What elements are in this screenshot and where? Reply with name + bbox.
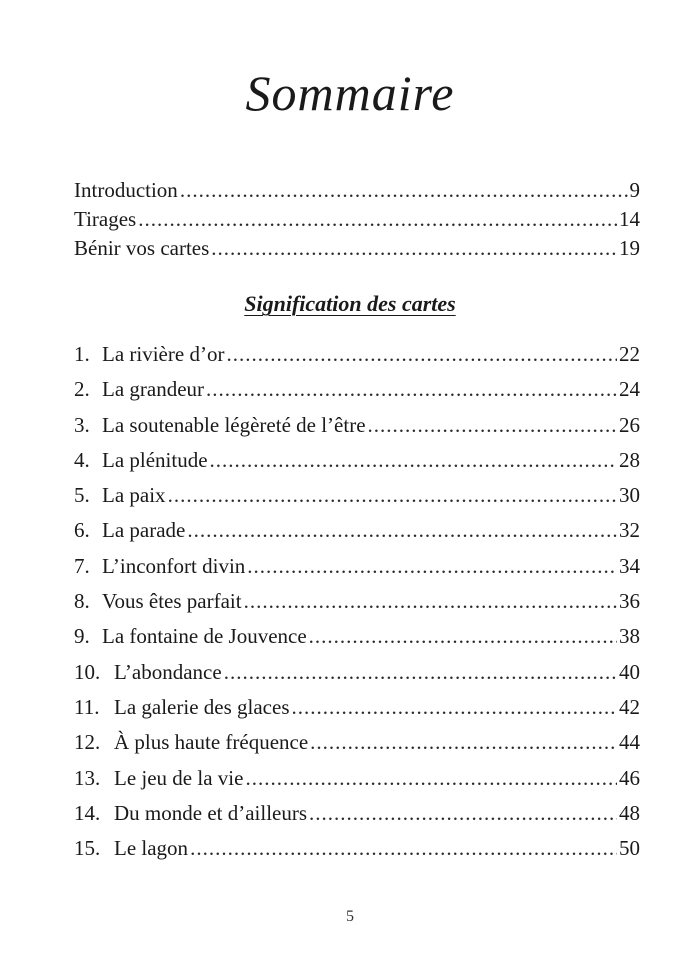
dot-leader — [187, 513, 617, 548]
toc-entry-page: 36 — [619, 589, 640, 614]
toc-entry[interactable] — [74, 443, 640, 478]
toc-entry-page: 44 — [619, 730, 640, 755]
toc-entry[interactable] — [74, 725, 640, 760]
dot-leader — [168, 478, 617, 513]
toc-entry-number: 6. — [74, 518, 90, 543]
toc-entry-number: 9. — [74, 624, 90, 649]
toc-entry-page: 48 — [619, 800, 640, 825]
toc-entry[interactable] — [74, 372, 640, 407]
toc-entry-page: 22 — [619, 342, 640, 366]
toc-entry[interactable] — [74, 619, 640, 654]
dot-leader — [368, 408, 617, 443]
toc-entry-label: Le lagon — [114, 836, 189, 861]
toc-entry-label: La parade — [102, 518, 186, 543]
toc-entry-page: 30 — [619, 483, 640, 508]
toc-entry[interactable] — [74, 408, 640, 443]
toc-entry[interactable] — [74, 655, 640, 690]
dot-leader — [247, 549, 617, 584]
toc-entry-label: Vous êtes parfait — [102, 589, 242, 614]
section-heading-text: Signification des cartes — [244, 291, 456, 316]
toc-entry-label: Tirages — [74, 207, 137, 231]
toc-entry-number: 5. — [74, 483, 90, 508]
toc-entry-number: 2. — [74, 377, 90, 402]
toc-entry[interactable] — [74, 690, 640, 725]
toc-entry[interactable] — [74, 478, 640, 513]
toc-entry[interactable] — [74, 831, 640, 866]
toc-entry-label: La galerie des glaces — [114, 694, 290, 719]
toc-entry-page: 40 — [619, 659, 640, 684]
toc-entry[interactable] — [74, 234, 640, 263]
toc-entry-page: 34 — [619, 553, 640, 578]
toc-entry-label: La soutenable légèreté de l’être — [102, 412, 366, 437]
toc-entry-page: 26 — [619, 412, 640, 437]
toc-entry-label: L’inconfort divin — [102, 553, 246, 578]
dot-leader — [180, 176, 628, 205]
toc-entry-page: 24 — [619, 377, 640, 402]
page-title: Sommaire — [245, 65, 455, 121]
toc-entry[interactable] — [74, 205, 640, 234]
toc-entry-number: 13. — [74, 765, 101, 790]
toc-entry-number: 4. — [74, 447, 90, 472]
toc-entry-page: 42 — [619, 694, 640, 719]
dot-leader — [245, 761, 617, 796]
dot-leader — [309, 619, 617, 654]
dot-leader — [309, 796, 617, 831]
toc-entry-label: Introduction — [74, 178, 178, 202]
dot-leader — [310, 725, 617, 760]
toc-entry-number: 10. — [74, 659, 101, 684]
toc-entry-number: 8. — [74, 589, 90, 614]
toc-cards-list — [74, 337, 640, 866]
toc-entry-label: L’abondance — [114, 659, 222, 684]
toc-entry-label: À plus haute fréquence — [114, 730, 309, 755]
dot-leader — [292, 690, 618, 725]
toc-entry-label: La rivière d’or — [102, 342, 225, 366]
toc-entry-page: 32 — [619, 518, 640, 543]
dot-leader — [226, 337, 617, 372]
toc-entry-number: 3. — [74, 412, 90, 437]
dot-leader — [190, 831, 617, 866]
toc-entry[interactable] — [74, 337, 640, 372]
dot-leader — [206, 372, 617, 407]
dot-leader — [211, 234, 617, 263]
toc-entry-page: 46 — [619, 765, 640, 790]
toc-entry-page: 9 — [629, 178, 640, 202]
toc-entry[interactable] — [74, 584, 640, 619]
toc-entry-label: Bénir vos cartes — [74, 236, 210, 260]
toc-entry-label: La grandeur — [102, 377, 205, 402]
toc-entry-page: 38 — [619, 624, 640, 649]
toc-entry[interactable] — [74, 176, 640, 205]
toc-entry-number: 12. — [74, 730, 101, 755]
toc-entry-label: La plénitude — [102, 447, 208, 472]
toc-intro-list — [74, 176, 640, 263]
toc-entry-page: 50 — [619, 836, 640, 861]
dot-leader — [138, 205, 617, 234]
toc-entry-page: 14 — [619, 207, 640, 231]
toc-entry-number: 15. — [74, 836, 101, 861]
toc-entry-label: Le jeu de la vie — [114, 765, 244, 790]
dot-leader — [244, 584, 617, 619]
toc-entry[interactable] — [74, 513, 640, 548]
toc-entry-number: 11. — [74, 694, 100, 719]
toc-entry[interactable] — [74, 761, 640, 796]
dot-leader — [210, 443, 617, 478]
toc-entry[interactable] — [74, 796, 640, 831]
toc-entry[interactable] — [74, 549, 640, 584]
toc-entry-page: 28 — [619, 447, 640, 472]
toc-entry-label: La paix — [102, 483, 166, 508]
toc-entry-page: 19 — [619, 236, 640, 260]
section-heading — [0, 288, 700, 320]
toc-entry-label: La fontaine de Jouvence — [102, 624, 307, 649]
dot-leader — [224, 655, 617, 690]
toc-entry-number: 1. — [74, 342, 90, 366]
toc-entry-number: 7. — [74, 553, 90, 578]
page-number: 5 — [346, 908, 354, 925]
toc-entry-label: Du monde et d’ailleurs — [114, 800, 308, 825]
toc-entry-number: 14. — [74, 800, 101, 825]
